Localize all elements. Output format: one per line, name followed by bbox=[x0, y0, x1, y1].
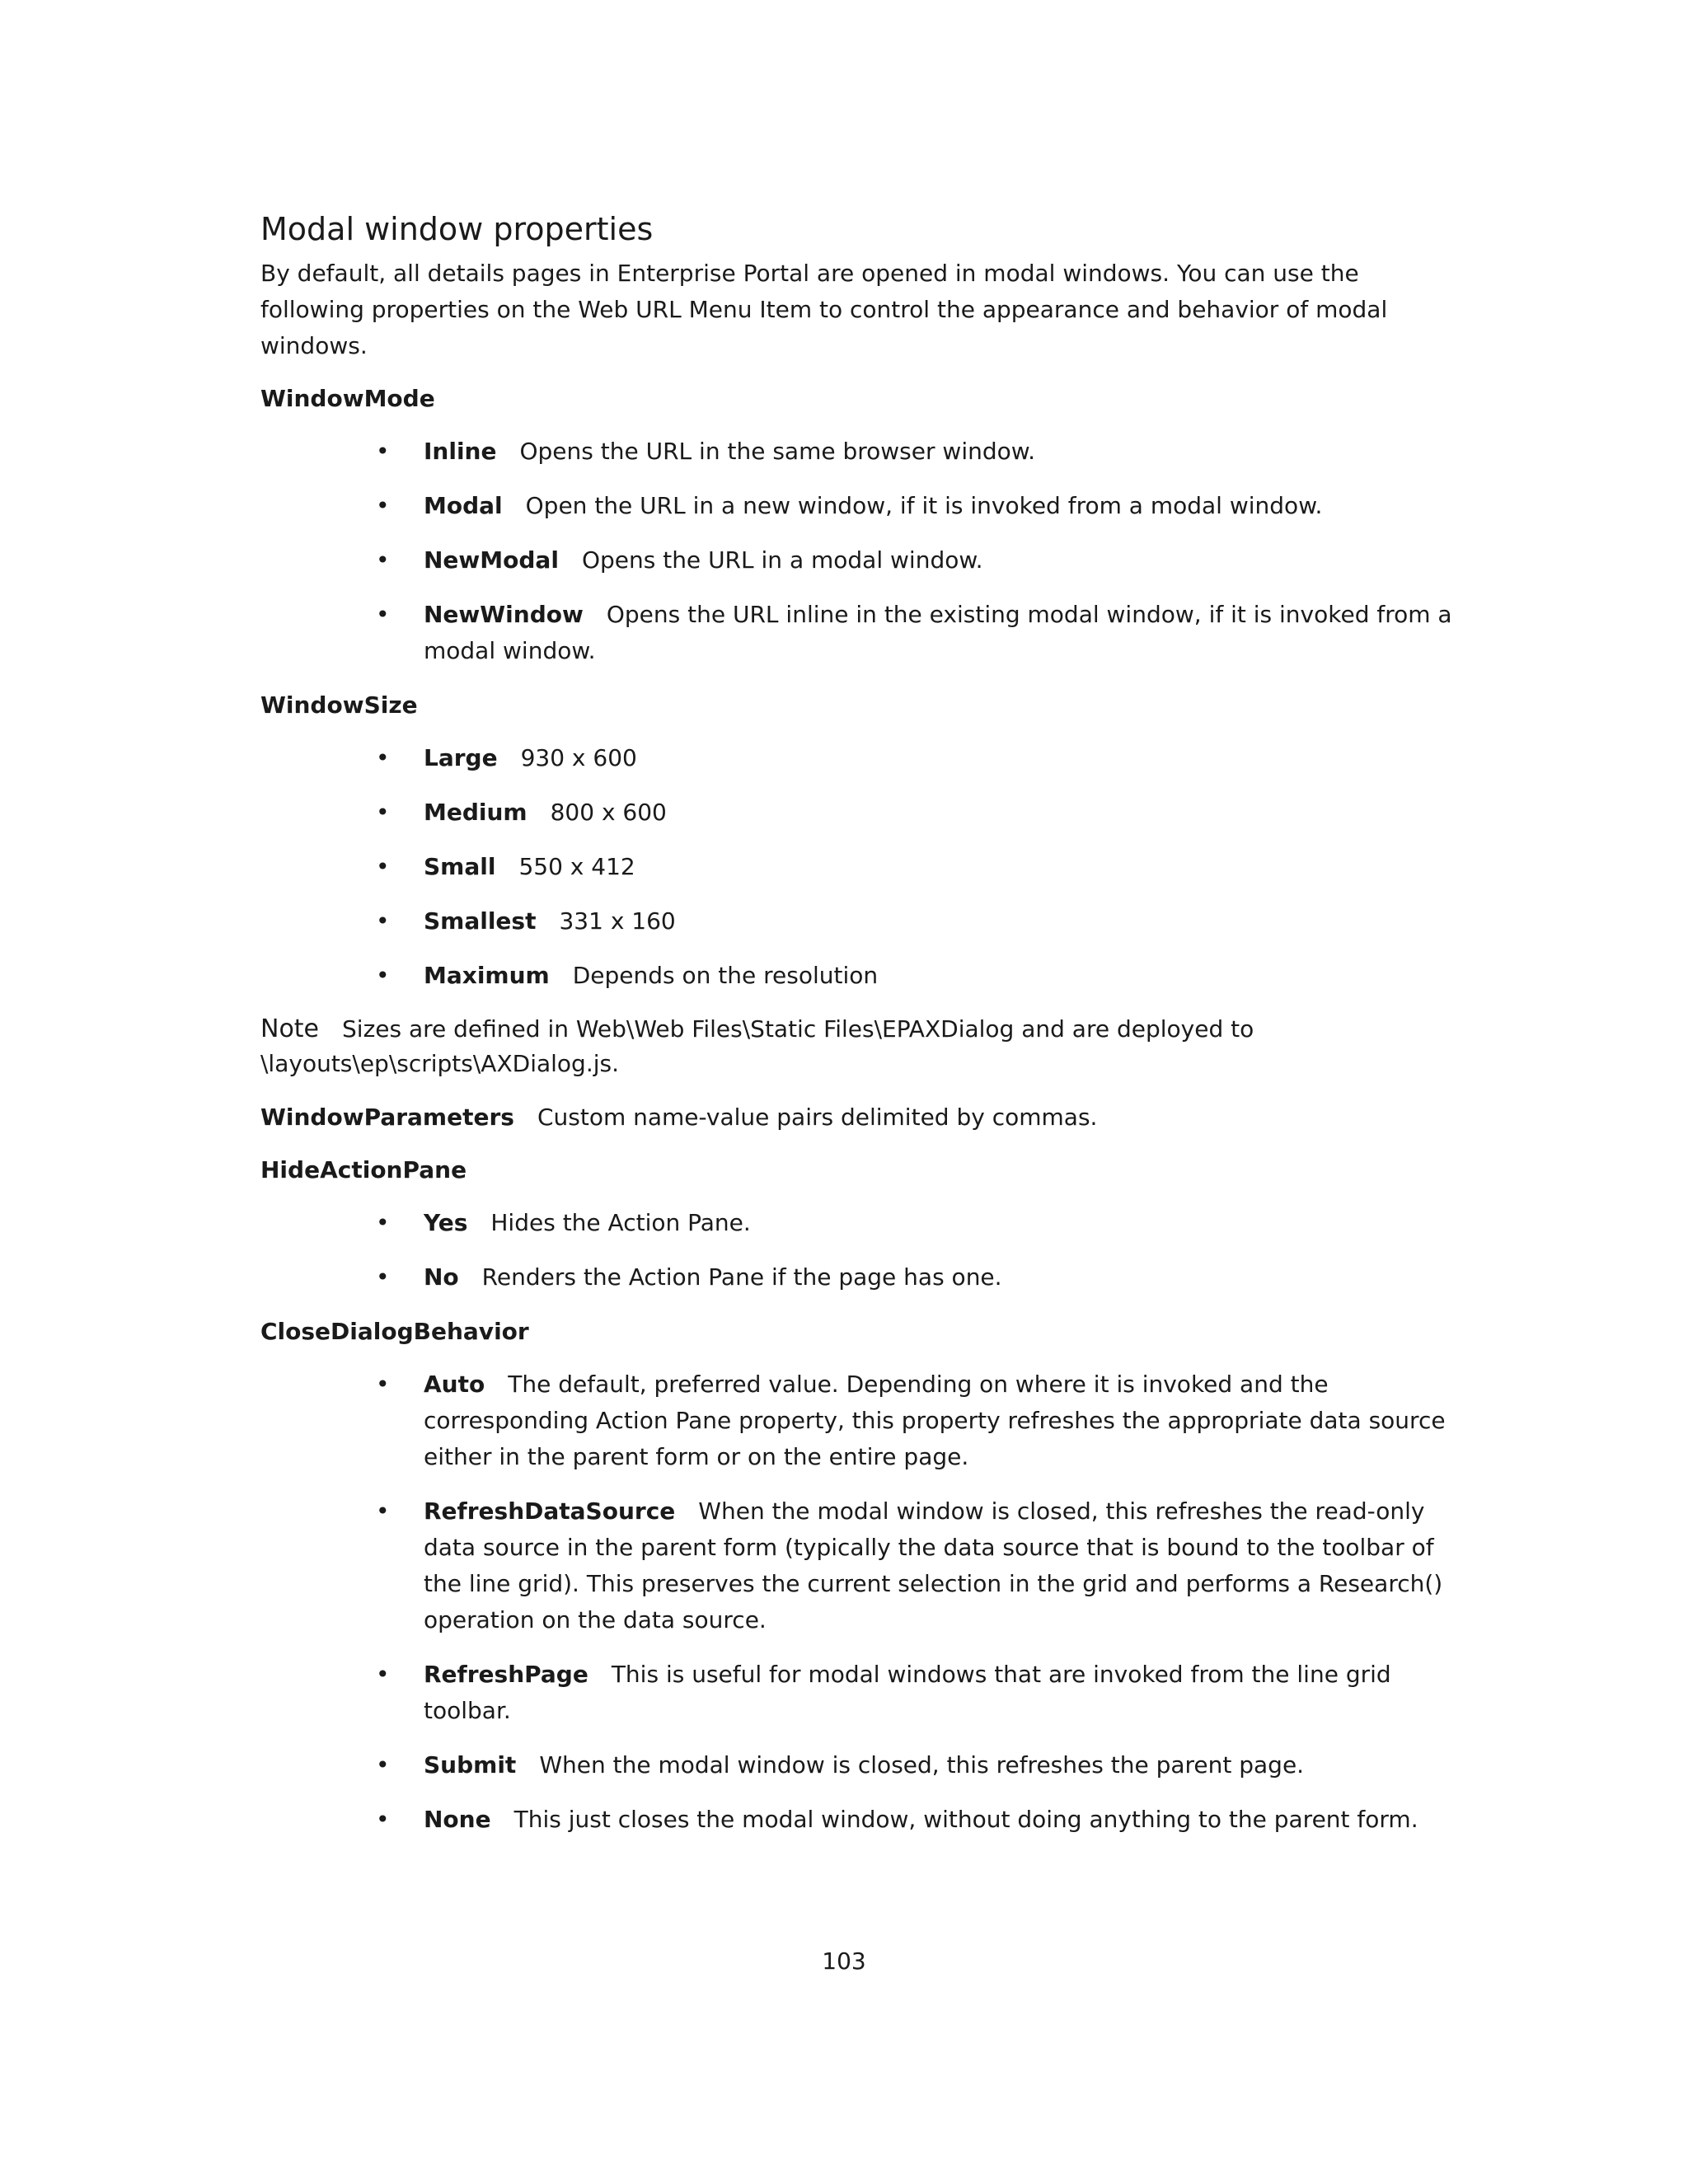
bullet-icon: • bbox=[376, 962, 390, 989]
bullet-icon: • bbox=[376, 1371, 390, 1398]
term: RefreshPage bbox=[424, 1661, 588, 1688]
bullet-icon: • bbox=[376, 1263, 390, 1291]
list-item bbox=[260, 434, 1469, 470]
bullet-icon: • bbox=[376, 907, 390, 935]
bullet-icon: • bbox=[376, 1209, 390, 1236]
list-item bbox=[260, 849, 1469, 885]
description: When the modal window is closed, this refreshes the parent page. bbox=[539, 1751, 1305, 1779]
list-item bbox=[260, 1205, 1469, 1241]
bullet-icon: • bbox=[376, 1751, 390, 1779]
bullet-icon: • bbox=[376, 853, 390, 880]
list-item bbox=[260, 1366, 1469, 1475]
close-dialog-behavior-list bbox=[260, 1366, 1469, 1838]
note-paragraph bbox=[260, 1012, 1469, 1081]
description: 331 x 160 bbox=[559, 907, 676, 935]
term: Submit bbox=[424, 1751, 517, 1779]
list-item bbox=[260, 1747, 1469, 1783]
description: Renders the Action Pane if the page has one. bbox=[481, 1263, 1002, 1291]
list-item bbox=[260, 1802, 1469, 1838]
list-item bbox=[260, 542, 1469, 579]
list-item bbox=[260, 597, 1469, 669]
window-parameters-label: WindowParameters bbox=[260, 1104, 514, 1131]
list-item bbox=[260, 1259, 1469, 1296]
section-heading: Modal window properties bbox=[260, 211, 654, 247]
window-parameters-paragraph bbox=[260, 1099, 1469, 1136]
bullet-icon: • bbox=[376, 601, 390, 628]
list-item bbox=[260, 488, 1469, 524]
term: Maximum bbox=[424, 962, 550, 989]
description: 800 x 600 bbox=[550, 799, 667, 826]
term: Medium bbox=[424, 799, 528, 826]
description: The default, preferred value. Depending on where it is invoked and the corresponding Action Pane property, this property refreshes the appropriate data source either in the parent form or on the entire page. bbox=[424, 1371, 1446, 1470]
bullet-icon: • bbox=[376, 799, 390, 826]
term: Smallest bbox=[424, 907, 537, 935]
description: Opens the URL inline in the existing modal window, if it is invoked from a modal window. bbox=[424, 601, 1452, 664]
bullet-icon: • bbox=[376, 744, 390, 771]
bullet-icon: • bbox=[376, 546, 390, 574]
term: None bbox=[424, 1806, 491, 1833]
term: RefreshDataSource bbox=[424, 1497, 676, 1525]
page-number: 103 bbox=[822, 1947, 866, 1975]
bullet-icon: • bbox=[376, 492, 390, 519]
description: Opens the URL in a modal window. bbox=[581, 546, 983, 574]
note-label: Note bbox=[260, 1015, 320, 1043]
window-mode-list bbox=[260, 434, 1469, 669]
term: Yes bbox=[424, 1209, 468, 1236]
intro-paragraph: By default, all details pages in Enterprise Portal are opened in modal windows. You can use the following properties on the Web URL Menu Item to control the appearance and behavior of modal windows. bbox=[260, 260, 1388, 359]
description: Opens the URL in the same browser window. bbox=[519, 438, 1035, 465]
description: This is useful for modal windows that are invoked from the line grid toolbar. bbox=[424, 1661, 1391, 1724]
note-text: Sizes are defined in Web\Web Files\Static Files\EPAXDialog and are deployed to \layouts\ep\scripts\AXDialog.js. bbox=[260, 1015, 1254, 1077]
description: When the modal window is closed, this refreshes the read-only data source in the parent form (typically the data source that is bound to the toolbar of the line grid). This preserves the current selection in the grid and performs a Research() operation on the data source. bbox=[424, 1497, 1443, 1633]
close-dialog-behavior-label: CloseDialogBehavior bbox=[260, 1318, 529, 1345]
window-parameters-desc: Custom name-value pairs delimited by commas. bbox=[537, 1104, 1098, 1131]
description: 550 x 412 bbox=[518, 853, 635, 880]
list-item bbox=[260, 903, 1469, 940]
term: Large bbox=[424, 744, 498, 771]
window-size-list bbox=[260, 740, 1469, 994]
window-mode-label: WindowMode bbox=[260, 385, 435, 412]
list-item bbox=[260, 1657, 1469, 1729]
list-item bbox=[260, 958, 1469, 994]
term: No bbox=[424, 1263, 459, 1291]
bullet-icon: • bbox=[376, 1806, 390, 1833]
list-item bbox=[260, 794, 1469, 831]
term: Auto bbox=[424, 1371, 485, 1398]
term: Small bbox=[424, 853, 496, 880]
term: Modal bbox=[424, 492, 503, 519]
document-page bbox=[260, 208, 1469, 1856]
term: NewModal bbox=[424, 546, 559, 574]
description: Hides the Action Pane. bbox=[490, 1209, 751, 1236]
description: This just closes the modal window, without doing anything to the parent form. bbox=[513, 1806, 1418, 1833]
window-size-label: WindowSize bbox=[260, 691, 418, 719]
list-item bbox=[260, 740, 1469, 776]
bullet-icon: • bbox=[376, 1497, 390, 1525]
bullet-icon: • bbox=[376, 438, 390, 465]
description: Depends on the resolution bbox=[572, 962, 879, 989]
description: Open the URL in a new window, if it is invoked from a modal window. bbox=[525, 492, 1323, 519]
term: NewWindow bbox=[424, 601, 584, 628]
description: 930 x 600 bbox=[520, 744, 637, 771]
hide-action-pane-label: HideActionPane bbox=[260, 1156, 467, 1183]
bullet-icon: • bbox=[376, 1661, 390, 1688]
hide-action-pane-list bbox=[260, 1205, 1469, 1296]
list-item bbox=[260, 1493, 1469, 1638]
term: Inline bbox=[424, 438, 497, 465]
